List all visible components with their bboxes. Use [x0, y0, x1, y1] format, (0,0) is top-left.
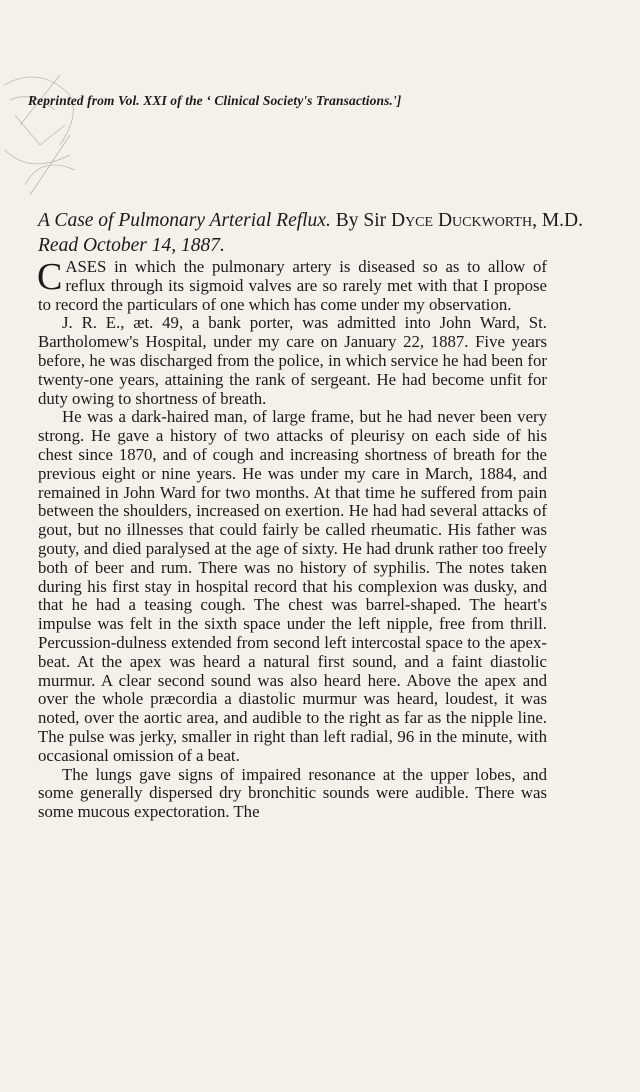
- article-title: [38, 208, 603, 258]
- paragraph: He was a dark-haired man, of large frame, but he had never been very strong. He gave a history of two attacks of pleurisy on each side of his chest since 1870, and of cough and increasing shortness of breath for the previous eight or nine years. He was under my care in March, 1884, and remained in John Ward for two months. At that time he suffered from pain between the shoulders, increased on exertion. He had had several attacks of gout, but no illnesses that could fairly be called rheumatic. His father was gouty, and died paralysed at the age of sixty. He had drunk rather too freely both of beer and rum. There was no history of syphilis. The notes taken during his first stay in hospital record that his complexion was dusky, and that he had a teasing cough. The chest was barrel-shaped. The heart's impulse was felt in the sixth space under the left nipple, free from thrill. Percussion-dulness extended from second left intercostal space to the apex-beat. At the apex was heard a natural first sound, and a faint diastolic murmur. A clear second sound was also heard here. Above the apex and over the whole præcordia a diastolic murmur was heard, loudest, it was noted, over the aortic area, and audible to the right as far as the nipple line. The pulse was jerky, smaller in right than left radial, 96 in the minute, with occasional omission of a beat.: [38, 407, 547, 765]
- author-last-name: Duckworth, M.D.: [437, 210, 583, 231]
- article-body: [38, 258, 547, 822]
- title-lead: A Case of Pulmonary Arterial Reflux.: [38, 210, 331, 231]
- read-date: Read October 14, 1887.: [38, 235, 225, 256]
- reprint-note: Reprinted from Vol. XXI of the ‘ Clinical Society's Transactions.']: [28, 93, 402, 108]
- paragraph: [38, 258, 547, 314]
- paragraph-text: ASES in which the pulmonary artery is diseased so as to allow of reflux through its sigmoid valves are so rarely met with that I propose to record the particulars of one which has come under my observation.: [38, 257, 547, 314]
- drop-cap: C: [37, 256, 63, 298]
- title-by: By Sir: [335, 210, 387, 231]
- library-stamp-mark: [0, 55, 90, 215]
- paragraph: J. R. E., æt. 49, a bank porter, was admitted into John Ward, St. Bartholomew's Hospital, under my care on January 22, 1887. Five years before, he was discharged from the police, in which service he had been for twenty-one years, attaining the rank of sergeant. He had become unfit for duty owing to shortness of breath.: [38, 313, 547, 408]
- paragraph: The lungs gave signs of impaired resonance at the upper lobes, and some generally dispersed dry bronchitic sounds were audible. There was some mucous expectoration. The: [38, 764, 547, 822]
- author-first-name: Dyce: [390, 210, 434, 231]
